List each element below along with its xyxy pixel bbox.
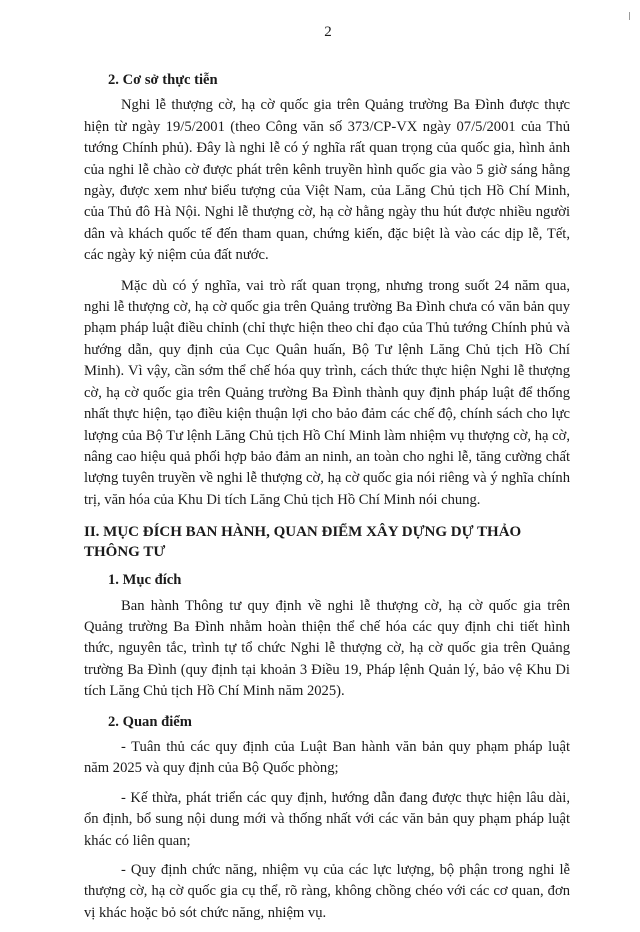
section-heading-basis: 2. Cơ sở thực tiễn — [108, 72, 218, 88]
list-item-viewpoint-3: - Quy định chức năng, nhiệm vụ của các lực lượng, bộ phận trong nghi lễ thượng cờ, hạ cờ quốc gia cụ thể, rõ ràng, không chồng chéo với các cơ quan, đơn vị khác hoặc bỏ sót chức năng, nhiệm vụ. — [84, 862, 570, 921]
paragraph-basis-1: Nghi lễ thượng cờ, hạ cờ quốc gia trên Quảng trường Ba Đình được thực hiện từ ngày 19/5/2001 (theo Công văn số 373/CP-VX ngày 07/5/2001 của Thủ tướng Chính phủ). Đây là nghi lễ có ý nghĩa rất quan trọng của quốc gia, hình ảnh của nghi lễ chào cờ được phát trên kênh truyền hình quốc gia vào 5 giờ sáng hằng ngày, được xem như biểu tượng của Việt Nam, của Lăng Chủ tịch Hồ Chí Minh, của Thủ đô Hà Nội. Nghi lễ thượng cờ, hạ cờ hằng ngày thu hút được nhiều người dân và khách quốc tế đến tham quan, chứng kiến, đặc biệt là vào các dịp lễ, Tết, các ngày kỷ niệm của đất nước. — [84, 97, 570, 264]
list-item-viewpoint-2: - Kế thừa, phát triển các quy định, hướng dẫn đang được thực hiện lâu dài, ổn định, bổ sung nội dung mới và thống nhất với các văn bản quy phạm pháp luật khác có liên quan; — [84, 789, 570, 849]
section-heading-purpose: 1. Mục đích — [108, 572, 182, 589]
paragraph-basis-2: Mặc dù có ý nghĩa, vai trò rất quan trọng, nhưng trong suốt 24 năm qua, nghi lễ thượng cờ, hạ cờ quốc gia trên Quảng trường Ba Đình chưa có văn bản quy phạm pháp luật điều chỉnh (chỉ thực hiện theo chỉ đạo của Thủ tướng Chính phủ và hướng dẫn, quy định của Cục Quân huấn, Bộ Tư lệnh Lăng Chủ tịch Hồ Chí Minh). Vì vậy, cần sớm thể chế hóa quy trình, cách thức thực hiện Nghi lễ thượng cờ, hạ cờ quốc gia trên Quảng trường Ba Đình thành quy định pháp luật để thống nhất thực hiện, tạo điều kiện thuận lợi cho bảo đảm các chế độ, chính sách cho lực lượng của Bộ Tư lệnh Lăng Chủ tịch Hồ Chí Minh làm nhiệm vụ thượng cờ, hạ cờ, nâng cao hiệu quả phối hợp bảo đảm an ninh, an toàn cho nghi lễ, tăng cường chất lượng tuyên truyền về nghi lễ thượng cờ, hạ cờ quốc gia nói riêng và ý nghĩa chính trị, văn hóa của Khu Di tích Lăng Chủ tịch Hồ Chí Minh nói chung. — [84, 277, 570, 508]
paragraph-purpose: Ban hành Thông tư quy định về nghi lễ thượng cờ, hạ cờ quốc gia trên Quảng trường Ba Đình nhằm hoàn thiện thể chế hóa các quy định chi tiết hình thức, nguyên tắc, trình tự tổ chức Nghi lễ thượng cờ, hạ cờ quốc gia trên Quảng trường Ba Đình (quy định tại khoản 3 Điều 19, Pháp lệnh Quản lý, bảo vệ Khu Di tích Lăng Chủ tịch Hồ Chí Minh năm 2025). — [84, 597, 570, 700]
section-heading-viewpoint: 2. Quan điểm — [108, 713, 192, 730]
section-heading-main: II. MỤC ĐÍCH BAN HÀNH, QUAN ĐIỂM XÂY DỰNG DỰ THẢO THÔNG TƯ — [84, 524, 522, 561]
document-body — [84, 70, 570, 932]
page-number: 2 — [324, 24, 332, 40]
scan-mark — [629, 12, 630, 20]
list-item-viewpoint-1: - Tuân thủ các quy định của Luật Ban hành văn bản quy phạm pháp luật năm 2025 và quy định của Bộ Quốc phòng; — [84, 738, 570, 777]
